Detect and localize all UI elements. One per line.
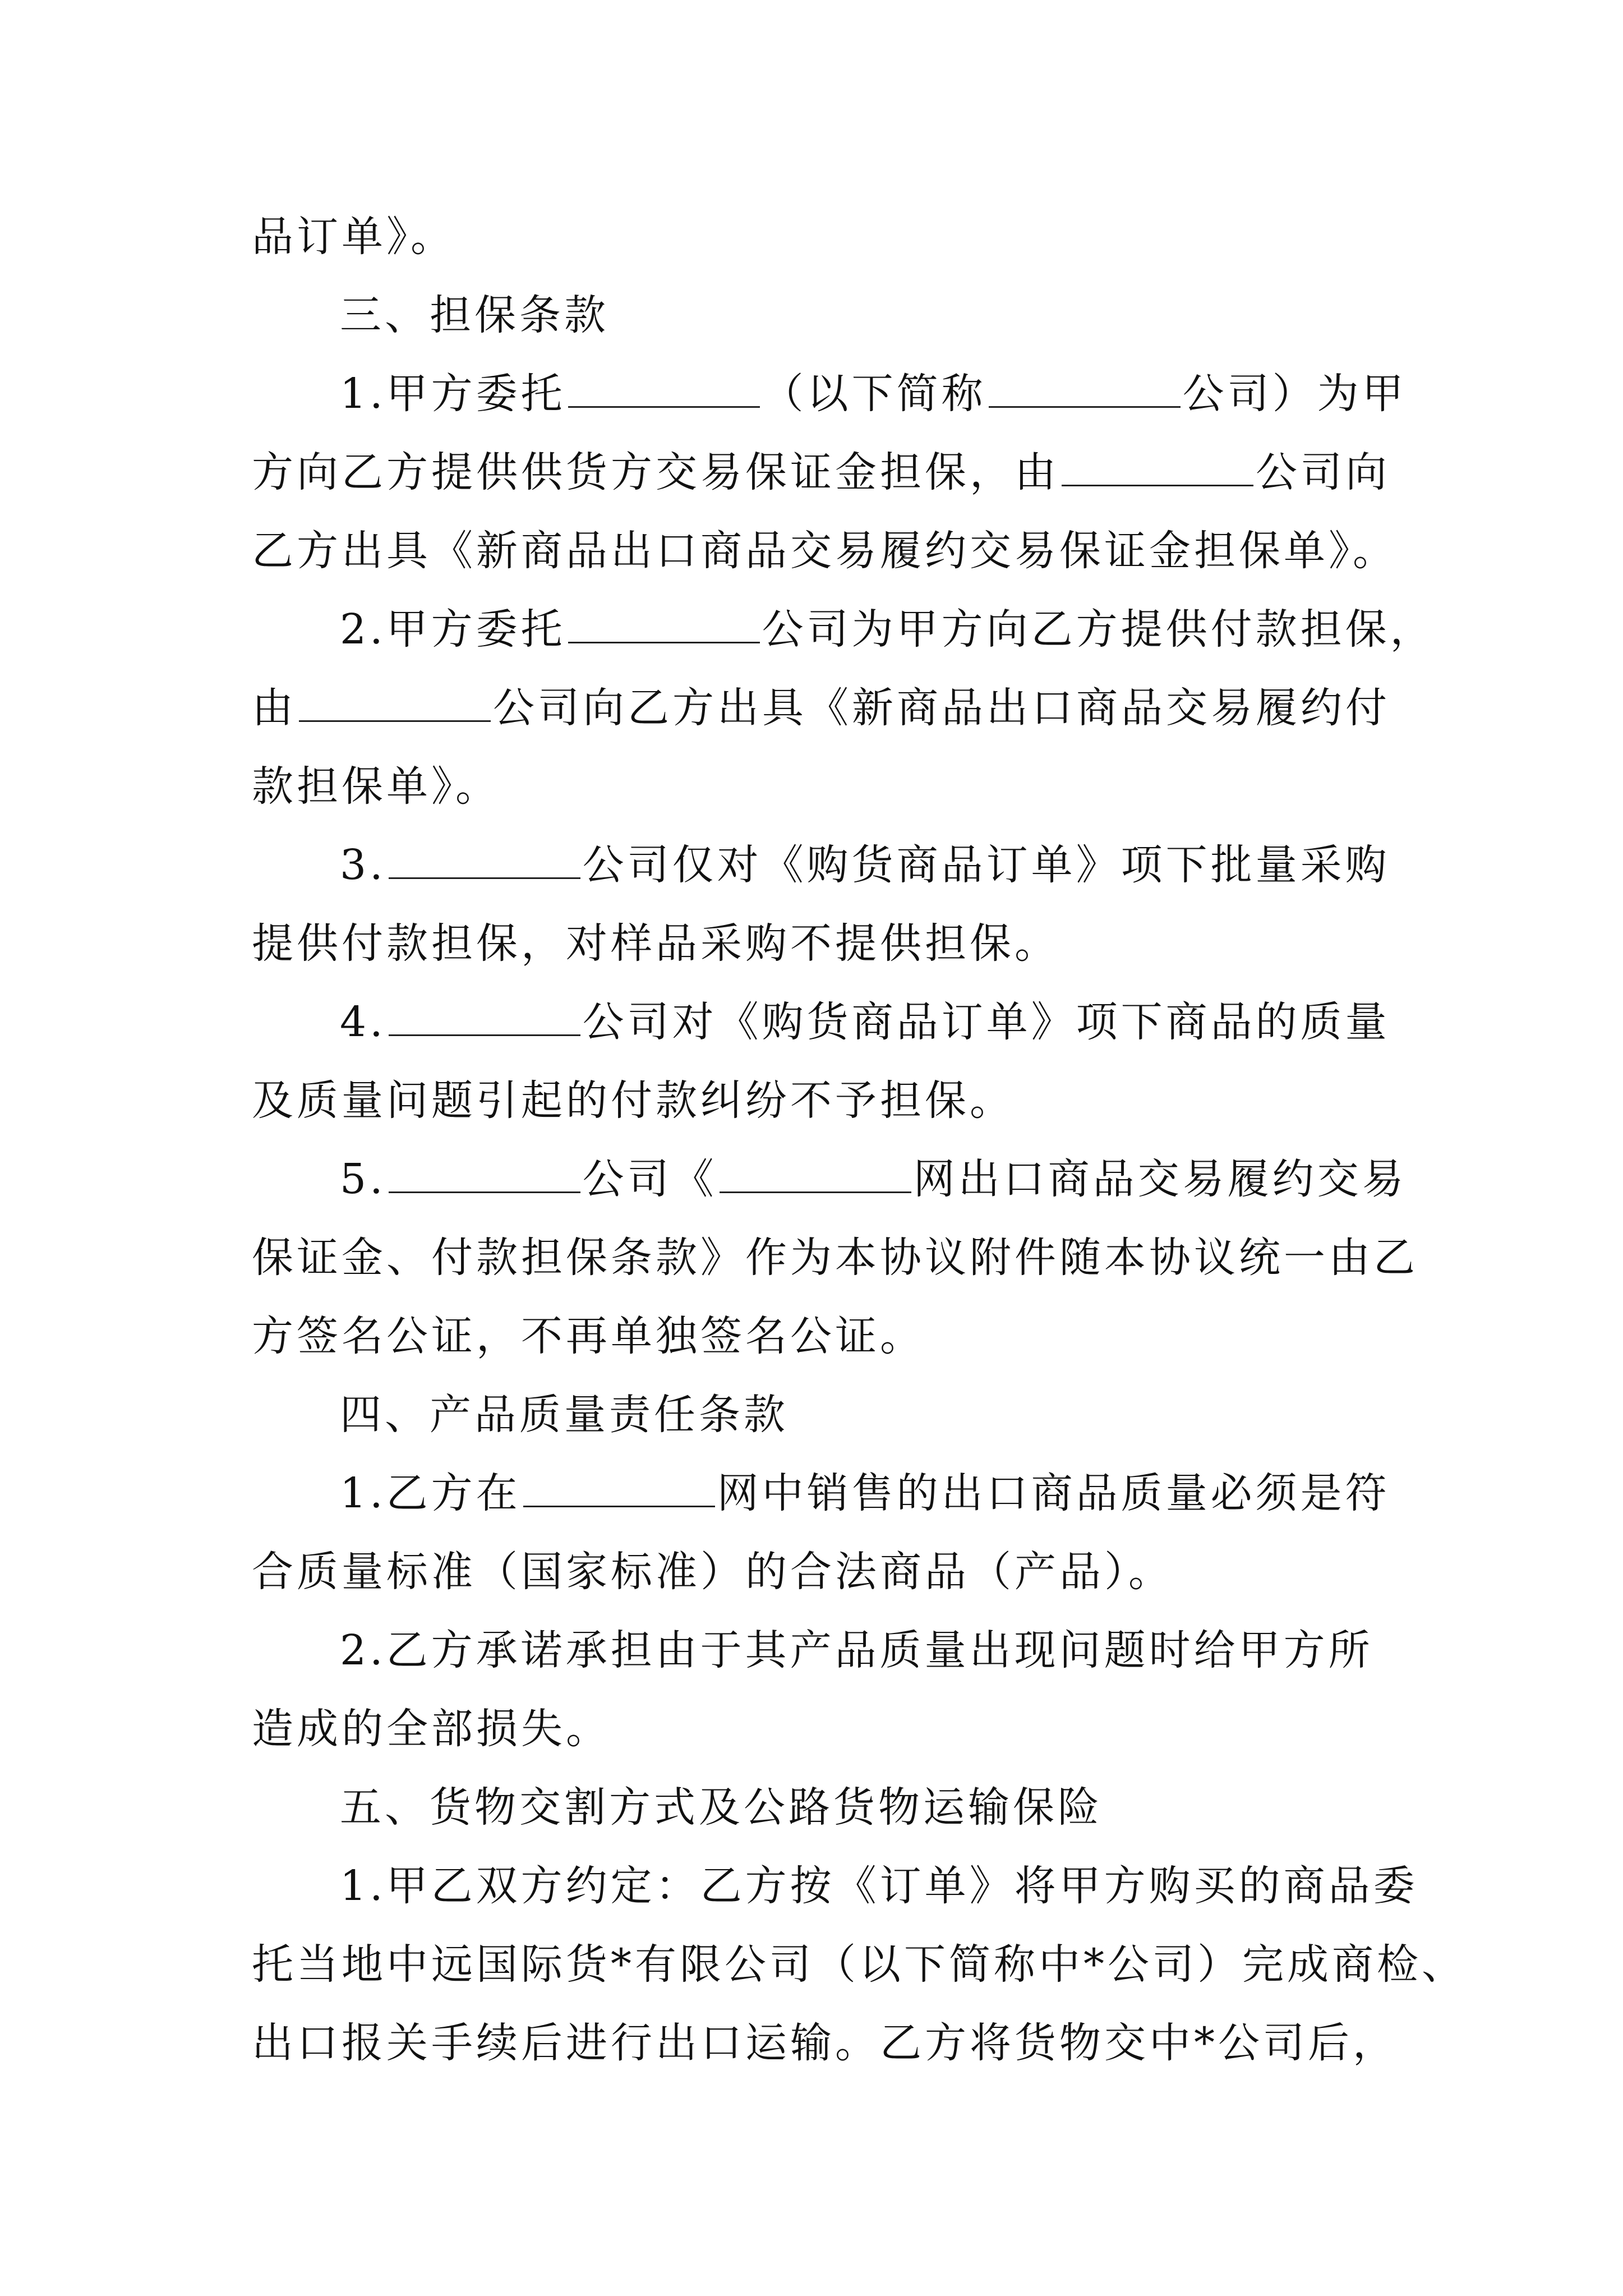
text-line-6-part-1: 2.甲方委托 bbox=[340, 605, 566, 654]
fill-in-blank[interactable] bbox=[523, 1472, 715, 1507]
text-line-13-part-3: 网出口商品交易履约交易 bbox=[913, 1155, 1407, 1203]
text-line-17-part-1: 1.乙方在 bbox=[340, 1469, 521, 1517]
text-line-4-part-2: 公司向 bbox=[1256, 448, 1390, 496]
fill-in-blank[interactable] bbox=[389, 1158, 580, 1193]
text-line-15 bbox=[252, 1305, 925, 1367]
text-line-13-part-2: 公司《 bbox=[582, 1155, 717, 1203]
text-line-24-text: 出口报关手续后进行出口运输。乙方将货物交中*公司后， bbox=[252, 2019, 1398, 2067]
text-line-18 bbox=[252, 1541, 1173, 1603]
text-line-3-part-2: （以下简称 bbox=[762, 370, 986, 418]
section-heading-delivery bbox=[340, 1777, 1103, 1838]
text-line-23-text: 托当地中远国际货*有限公司（以下简称中*公司）完成商检、 bbox=[252, 1940, 1467, 1989]
text-line-19-text: 2.乙方承诺承担由于其产品质量出现问题时给甲方所 bbox=[340, 1626, 1373, 1674]
text-line-13 bbox=[340, 1148, 1407, 1210]
fill-in-blank[interactable] bbox=[299, 687, 491, 722]
fill-in-blank[interactable] bbox=[389, 1001, 580, 1036]
text-line-17 bbox=[340, 1462, 1390, 1524]
text-line-20 bbox=[252, 1698, 611, 1760]
section-heading-delivery-text: 五、货物交割方式及公路货物运输保险 bbox=[340, 1783, 1103, 1832]
text-line-9 bbox=[340, 834, 1390, 896]
text-line-3-part-1: 1.甲方委托 bbox=[340, 370, 566, 418]
text-line-23 bbox=[252, 1934, 1467, 1995]
text-line-18-text: 合质量标准（国家标准）的合法商品（产品）。 bbox=[252, 1548, 1173, 1596]
fill-in-blank[interactable] bbox=[568, 608, 760, 643]
section-heading-guarantee bbox=[340, 284, 609, 346]
text-line-10-text: 提供付款担保，对样品采购不提供担保。 bbox=[252, 919, 1059, 968]
text-line-20-text: 造成的全部损失。 bbox=[252, 1705, 611, 1753]
text-line-4-part-1: 方向乙方提供供货方交易保证金担保，由 bbox=[252, 448, 1059, 496]
text-line-7-part-1: 由 bbox=[252, 684, 297, 732]
text-line-6 bbox=[340, 599, 1435, 660]
text-line-19 bbox=[340, 1619, 1373, 1681]
text-line-1 bbox=[252, 206, 455, 268]
text-line-24 bbox=[252, 2012, 1398, 2074]
text-line-6-part-2: 公司为甲方向乙方提供付款担保， bbox=[762, 605, 1435, 654]
text-line-8-text: 款担保单》。 bbox=[252, 762, 500, 811]
text-line-5-text: 乙方出具《新商品出口商品交易履约交易保证金担保单》。 bbox=[252, 527, 1398, 575]
text-line-5 bbox=[252, 520, 1398, 582]
text-line-12-text: 及质量问题引起的付款纠纷不予担保。 bbox=[252, 1076, 1015, 1125]
text-line-3-part-3: 公司）为甲 bbox=[1182, 370, 1407, 418]
text-line-4 bbox=[252, 441, 1390, 503]
text-line-9-part-1: 3. bbox=[340, 841, 386, 889]
text-line-10 bbox=[252, 913, 1059, 974]
text-line-14-text: 保证金、付款担保条款》作为本协议附件随本协议统一由乙 bbox=[252, 1234, 1418, 1282]
fill-in-blank[interactable] bbox=[989, 372, 1181, 408]
text-line-9-part-2: 公司仅对《购货商品订单》项下批量采购 bbox=[582, 841, 1390, 889]
text-line-3 bbox=[340, 363, 1407, 425]
fill-in-blank[interactable] bbox=[1062, 451, 1253, 486]
text-line-15-text: 方签名公证，不再单独签名公证。 bbox=[252, 1312, 925, 1360]
fill-in-blank[interactable] bbox=[720, 1158, 911, 1193]
section-heading-quality bbox=[340, 1384, 789, 1446]
text-line-11-part-2: 公司对《购货商品订单》项下商品的质量 bbox=[582, 998, 1390, 1046]
section-heading-guarantee-text: 三、担保条款 bbox=[340, 291, 609, 339]
section-heading-quality-text: 四、产品质量责任条款 bbox=[340, 1391, 789, 1439]
text-line-7 bbox=[252, 677, 1390, 739]
text-line-8 bbox=[252, 756, 500, 817]
text-line-13-part-1: 5. bbox=[340, 1155, 386, 1203]
fill-in-blank[interactable] bbox=[389, 844, 580, 879]
text-line-7-part-2: 公司向乙方出具《新商品出口商品交易履约付 bbox=[493, 684, 1390, 732]
text-line-17-part-2: 网中销售的出口商品质量必须是符 bbox=[717, 1469, 1390, 1517]
text-line-22 bbox=[340, 1855, 1418, 1917]
text-line-12 bbox=[252, 1070, 1015, 1131]
text-line-22-text: 1.甲乙双方约定：乙方按《订单》将甲方购买的商品委 bbox=[340, 1862, 1418, 1910]
text-line-14 bbox=[252, 1227, 1418, 1289]
fill-in-blank[interactable] bbox=[568, 372, 760, 408]
text-line-11-part-1: 4. bbox=[340, 998, 386, 1046]
text-line-1-text: 品订单》。 bbox=[252, 213, 455, 261]
text-line-11 bbox=[340, 991, 1390, 1053]
